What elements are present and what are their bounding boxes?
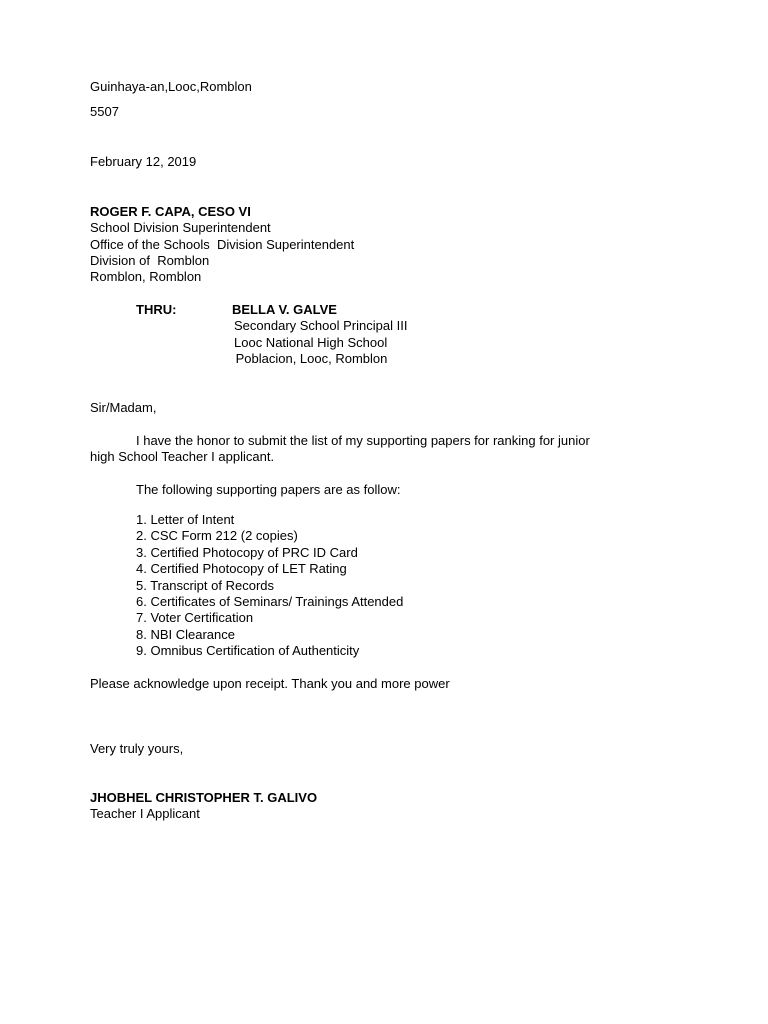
- complimentary-close: Very truly yours,: [90, 741, 184, 756]
- list-item: 3. Certified Photocopy of PRC ID Card: [136, 544, 358, 560]
- thru-line: Poblacion, Looc, Romblon: [232, 351, 388, 366]
- list-item: 7. Voter Certification: [136, 610, 254, 626]
- signatory-name: JHOBHEL CHRISTOPHER T. GALIVO: [90, 790, 318, 805]
- recipient-line: Office of the Schools Division Superintendent: [90, 237, 355, 252]
- list-item: 6. Certificates of Seminars/ Trainings Attended: [136, 593, 404, 609]
- list-item: 4. Certified Photocopy of LET Rating: [136, 561, 347, 577]
- thru-name: BELLA V. GALVE: [232, 302, 337, 317]
- sender-address: Guinhaya-an,Looc,Romblon: [90, 79, 252, 94]
- signatory-title: Teacher I Applicant: [90, 806, 200, 821]
- supporting-papers-list: [136, 512, 403, 660]
- salutation: Sir/Madam,: [90, 400, 157, 415]
- list-item: 2. CSC Form 212 (2 copies): [136, 528, 298, 544]
- thru-line: Looc National High School: [234, 335, 388, 350]
- recipient-line: Romblon, Romblon: [90, 269, 202, 284]
- thru-label: THRU:: [136, 302, 177, 317]
- recipient-name: ROGER F. CAPA, CESO VI: [90, 204, 251, 219]
- body-paragraph-1-line-2: high School Teacher I applicant.: [90, 449, 275, 464]
- body-paragraph-2: The following supporting papers are as follow:: [136, 482, 401, 497]
- list-item: 9. Omnibus Certification of Authenticity: [136, 643, 360, 659]
- thru-line: Secondary School Principal III: [234, 318, 408, 333]
- letter-date: February 12, 2019: [90, 154, 197, 169]
- recipient-line: School Division Superintendent: [90, 220, 271, 235]
- closing-request: Please acknowledge upon receipt. Thank you and more power: [90, 676, 450, 691]
- list-item: 8. NBI Clearance: [136, 626, 235, 642]
- sender-zip: 5507: [90, 104, 119, 119]
- list-item: 1. Letter of Intent: [136, 512, 235, 527]
- recipient-line: Division of Romblon: [90, 253, 210, 268]
- list-item: 5. Transcript of Records: [136, 577, 274, 593]
- body-paragraph-1-line-1: I have the honor to submit the list of my supporting papers for ranking for junior: [136, 433, 590, 448]
